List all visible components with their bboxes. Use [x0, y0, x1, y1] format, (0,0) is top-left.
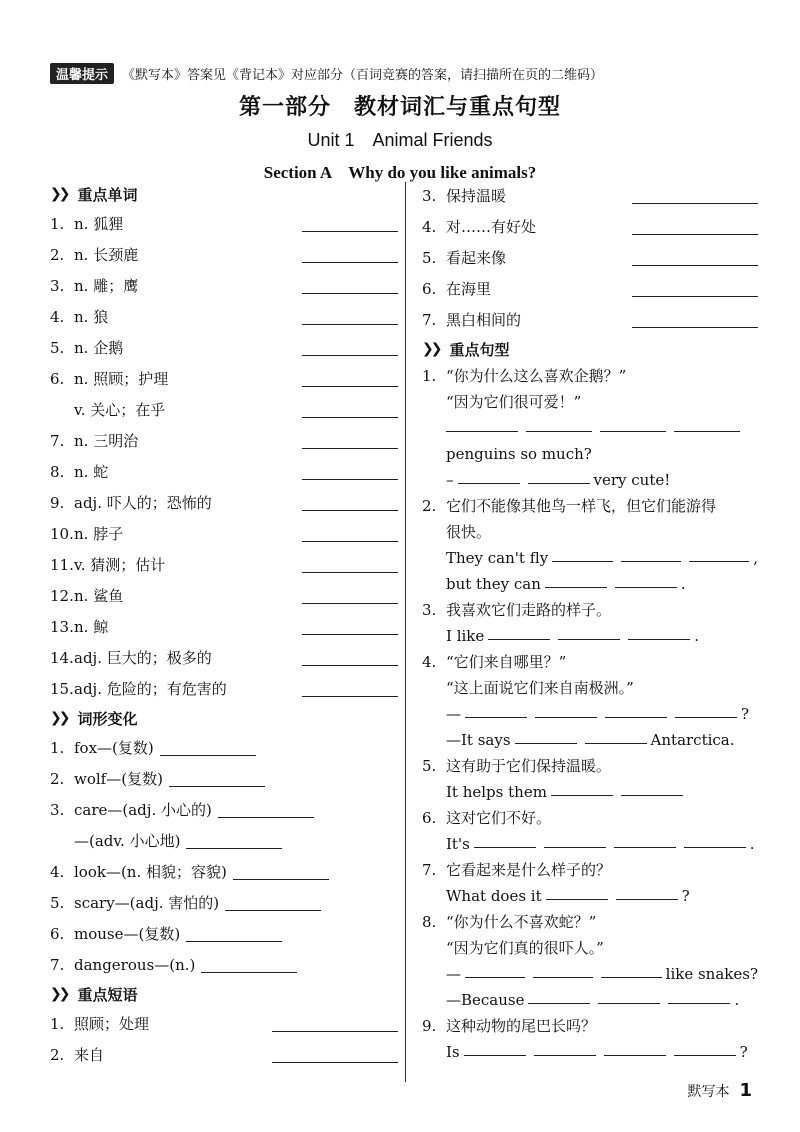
answer-blank[interactable] — [218, 801, 314, 818]
phrases-list-left — [50, 1008, 398, 1070]
page-title: 第一部分 教材词汇与重点句型 — [238, 95, 561, 120]
list-item — [50, 611, 398, 642]
answer-blank[interactable] — [302, 401, 398, 418]
answer-blank[interactable] — [302, 215, 398, 232]
item-number: 12. — [50, 586, 74, 605]
answer-blank[interactable] — [533, 961, 593, 978]
list-item — [50, 825, 398, 856]
answer-blank[interactable] — [689, 545, 749, 562]
answer-blank[interactable] — [302, 618, 398, 635]
item-number: 6. — [50, 369, 65, 388]
answer-blank[interactable] — [302, 432, 398, 449]
answer-blank[interactable] — [458, 467, 520, 484]
answer-blank[interactable] — [302, 246, 398, 263]
item-text: n. 照顾；护理 — [74, 370, 169, 388]
item-number: 11. — [50, 555, 74, 574]
list-item — [50, 394, 398, 425]
item-number: 2. — [50, 1045, 65, 1064]
answer-blank[interactable] — [545, 571, 607, 588]
item-text: 对……有好处 — [446, 218, 537, 236]
answer-blank[interactable] — [160, 739, 256, 756]
answer-blank[interactable] — [302, 587, 398, 604]
item-number: 13. — [50, 617, 74, 636]
item-text: mouse—(复数) — [74, 925, 181, 943]
answer-blank[interactable] — [528, 467, 590, 484]
answer-blank[interactable] — [225, 894, 321, 911]
list-item — [50, 642, 398, 673]
answer-blank[interactable] — [474, 831, 536, 848]
item-text: 照顾；处理 — [74, 1015, 150, 1033]
answer-blank[interactable] — [632, 311, 758, 328]
double-chevron-icon: ❯❯ — [422, 341, 440, 357]
answer-blank[interactable] — [600, 415, 666, 432]
item-text: adj. 吓人的；恐怖的 — [74, 494, 212, 512]
item-number: 4. — [50, 307, 65, 326]
item-text: n. 长颈鹿 — [74, 246, 139, 264]
list-item — [50, 239, 398, 270]
item-text: adj. 危险的；有危害的 — [74, 680, 227, 698]
item-text: adj. 巨大的；极多的 — [74, 649, 212, 667]
column-divider — [405, 182, 406, 1082]
item-number: 5. — [422, 248, 437, 267]
unit-title: Unit 1 Animal Friends — [307, 130, 493, 150]
list-item — [422, 180, 758, 211]
page-number: 1 — [739, 1080, 752, 1101]
item-number: 2. — [50, 769, 65, 788]
answer-blank[interactable] — [302, 277, 398, 294]
answer-blank[interactable] — [302, 494, 398, 511]
answer-blank[interactable] — [534, 1039, 596, 1056]
notice-bar — [50, 64, 603, 82]
sentence-6: 6. 这对它们不好。 — [422, 809, 552, 827]
list-item — [50, 794, 398, 825]
item-text: look—(n. 相貌；容貌) — [74, 863, 227, 881]
list-item — [50, 580, 398, 611]
answer-blank[interactable] — [616, 883, 678, 900]
item-number: 7. — [50, 431, 65, 450]
answer-blank[interactable] — [546, 883, 608, 900]
answer-blank[interactable] — [302, 680, 398, 697]
item-number: 6. — [50, 924, 65, 943]
item-number: 5. — [50, 893, 65, 912]
vocab-heading: ❯❯ 重点单词 — [50, 185, 138, 204]
answer-blank[interactable] — [601, 961, 661, 978]
item-text: n. 脖子 — [74, 525, 124, 543]
answer-blank[interactable] — [302, 463, 398, 480]
answer-blank[interactable] — [272, 1015, 398, 1032]
item-number: 7. — [422, 310, 437, 329]
item-text: v. 关心；在乎 — [74, 401, 166, 419]
forms-list — [50, 732, 398, 980]
answer-blank[interactable] — [598, 987, 660, 1004]
answer-blank[interactable] — [302, 370, 398, 387]
item-number: 1. — [50, 738, 65, 757]
answer-blank[interactable] — [272, 1046, 398, 1063]
list-item — [50, 1008, 398, 1039]
answer-blank[interactable] — [302, 339, 398, 356]
list-item — [422, 273, 758, 304]
item-text: fox—(复数) — [74, 739, 154, 757]
item-number: 3. — [50, 276, 65, 295]
sentences-heading: ❯❯ 重点句型 — [422, 340, 510, 359]
item-number: 5. — [50, 338, 65, 357]
answer-blank[interactable] — [668, 987, 730, 1004]
list-item — [50, 208, 398, 239]
item-number: 6. — [422, 279, 437, 298]
list-item — [50, 1039, 398, 1070]
page-footer — [687, 1080, 752, 1101]
list-item — [50, 918, 398, 949]
answer-blank[interactable] — [605, 701, 667, 718]
item-text: n. 鲨鱼 — [74, 587, 124, 605]
forms-heading: ❯❯ 词形变化 — [50, 709, 138, 728]
item-text: 黑白相间的 — [446, 311, 522, 329]
item-text: —(adv. 小心地) — [74, 832, 181, 850]
sentence-9: 9. 这种动物的尾巴长吗？ — [422, 1017, 597, 1035]
item-number: 7. — [50, 955, 65, 974]
answer-blank[interactable] — [515, 727, 577, 744]
list-item — [50, 456, 398, 487]
sentence-4: 4. “它们来自哪里？” — [422, 653, 567, 671]
right-column: 3. 保持温暖 4. 对……有好处 5. 看起来像 6. 在海里 7. 黑白相间的 ❯❯ 重点句型 1. “你为什么这么喜欢企鹅？” “因为它们很可爱！” penguins so much? – very cute! 2. 它们不能像其他鸟一样飞，但它们能游得 很快。 They can't fly , but they can . 3. 我喜欢它们走路的样子。 I like . 4. “它们来自哪里？” “这上面说它们来自南极洲。” — ? —It says Antarctica. 5. 这有助于它们保持温暖。 It helps them 6. 这对它们不好。 It's . 7. 它看起来是什么样子的？ What does it ? 8. “你为什么不喜欢蛇？” “因为它们真的很吓人。” — like snakes? —Because . 9. 这种动物的尾巴长吗？ Is ? — [422, 180, 758, 1065]
list-item — [50, 673, 398, 704]
answer-blank[interactable] — [201, 956, 297, 973]
answer-blank[interactable] — [186, 925, 282, 942]
sentence-3: 3. 我喜欢它们走路的样子。 — [422, 601, 612, 619]
answer-blank[interactable] — [674, 1039, 736, 1056]
item-text: n. 狼 — [74, 308, 109, 326]
list-item — [422, 304, 758, 335]
answer-blank[interactable] — [233, 863, 329, 880]
list-item — [50, 487, 398, 518]
answer-blank[interactable] — [528, 987, 590, 1004]
item-number: 3. — [422, 186, 437, 205]
item-number: 15. — [50, 679, 74, 698]
list-item — [422, 242, 758, 273]
sentence-5: 5. 这有助于它们保持温暖。 — [422, 757, 612, 775]
list-item — [50, 518, 398, 549]
answer-blank[interactable] — [488, 623, 550, 640]
item-text: 保持温暖 — [446, 187, 507, 205]
answer-blank[interactable] — [632, 187, 758, 204]
answer-blank[interactable] — [552, 545, 612, 562]
phrases-heading: ❯❯ 重点短语 — [50, 985, 138, 1004]
list-item — [50, 949, 398, 980]
notice-text: 《默写本》答案见《背记本》对应部分（百词竞赛的答案，请扫描所在页的二维码） — [122, 67, 604, 83]
item-text: n. 鲸 — [74, 618, 109, 636]
item-text: n. 雕；鹰 — [74, 277, 139, 295]
list-item — [50, 856, 398, 887]
item-text: 在海里 — [446, 280, 492, 298]
answer-blank[interactable] — [465, 701, 527, 718]
footer-label: 默写本 — [687, 1084, 730, 1100]
double-chevron-icon: ❯❯ — [50, 710, 68, 726]
answer-blank[interactable] — [302, 308, 398, 325]
item-number: 9. — [50, 493, 65, 512]
answer-blank[interactable] — [604, 1039, 666, 1056]
answer-blank[interactable] — [302, 649, 398, 666]
list-item — [50, 549, 398, 580]
answer-blank[interactable] — [544, 831, 606, 848]
list-item — [50, 887, 398, 918]
answer-blank[interactable] — [526, 415, 592, 432]
list-item — [50, 270, 398, 301]
sentence-1: 1. “你为什么这么喜欢企鹅？” — [422, 367, 627, 385]
answer-blank[interactable] — [186, 832, 282, 849]
answer-blank[interactable] — [464, 1039, 526, 1056]
item-text: n. 企鹅 — [74, 339, 124, 357]
item-number: 1. — [50, 1014, 65, 1033]
sentence-7: 7. 它看起来是什么样子的？ — [422, 861, 612, 879]
phrases-list-right — [422, 180, 758, 335]
answer-blank[interactable] — [465, 961, 525, 978]
list-item — [50, 732, 398, 763]
item-text: n. 三明治 — [74, 432, 139, 450]
answer-blank[interactable] — [621, 779, 683, 796]
sentence-8: 8. “你为什么不喜欢蛇？” — [422, 913, 597, 931]
double-chevron-icon: ❯❯ — [50, 186, 68, 202]
item-text: n. 狐狸 — [74, 215, 124, 233]
answer-blank[interactable] — [614, 831, 676, 848]
item-number: 14. — [50, 648, 74, 667]
item-text: v. 猜测；估计 — [74, 556, 166, 574]
list-item — [422, 211, 758, 242]
left-column — [50, 180, 398, 1070]
list-item — [50, 332, 398, 363]
item-number: 2. — [50, 245, 65, 264]
answer-blank[interactable] — [551, 779, 613, 796]
item-number: 10. — [50, 524, 74, 543]
answer-blank[interactable] — [535, 701, 597, 718]
double-chevron-icon: ❯❯ — [50, 986, 68, 1002]
vocab-list — [50, 208, 398, 704]
answer-blank[interactable] — [558, 623, 620, 640]
answer-blank[interactable] — [684, 831, 746, 848]
answer-blank[interactable] — [302, 556, 398, 573]
item-number: 8. — [50, 462, 65, 481]
item-number: 1. — [50, 214, 65, 233]
answer-blank[interactable] — [632, 280, 758, 297]
notice-badge: 温馨提示 — [50, 63, 114, 84]
item-number: 4. — [422, 217, 437, 236]
list-item — [50, 763, 398, 794]
item-text: scary—(adj. 害怕的) — [74, 894, 220, 912]
answer-blank[interactable] — [302, 525, 398, 542]
answer-blank[interactable] — [674, 415, 740, 432]
section-title: Section A Why do you like animals? — [263, 163, 537, 182]
item-text: dangerous—(n.) — [74, 955, 196, 974]
list-item — [50, 425, 398, 456]
list-item — [50, 301, 398, 332]
answer-blank[interactable] — [446, 415, 518, 432]
item-text: 看起来像 — [446, 249, 507, 267]
answer-blank[interactable] — [615, 571, 677, 588]
list-item — [50, 363, 398, 394]
answer-blank[interactable] — [675, 701, 737, 718]
answer-blank[interactable] — [621, 545, 681, 562]
item-text: wolf—(复数) — [74, 770, 163, 788]
answer-blank[interactable] — [632, 249, 758, 266]
item-text: 来自 — [74, 1046, 105, 1064]
sentence-2: 2. 它们不能像其他鸟一样飞，但它们能游得 — [422, 497, 717, 515]
answer-blank[interactable] — [169, 770, 265, 787]
item-text: care—(adj. 小心的) — [74, 801, 212, 819]
item-number: 4. — [50, 862, 65, 881]
answer-blank[interactable] — [628, 623, 690, 640]
item-text: n. 蛇 — [74, 463, 109, 481]
answer-blank[interactable] — [632, 218, 758, 235]
answer-blank[interactable] — [585, 727, 647, 744]
item-number: 3. — [50, 800, 65, 819]
